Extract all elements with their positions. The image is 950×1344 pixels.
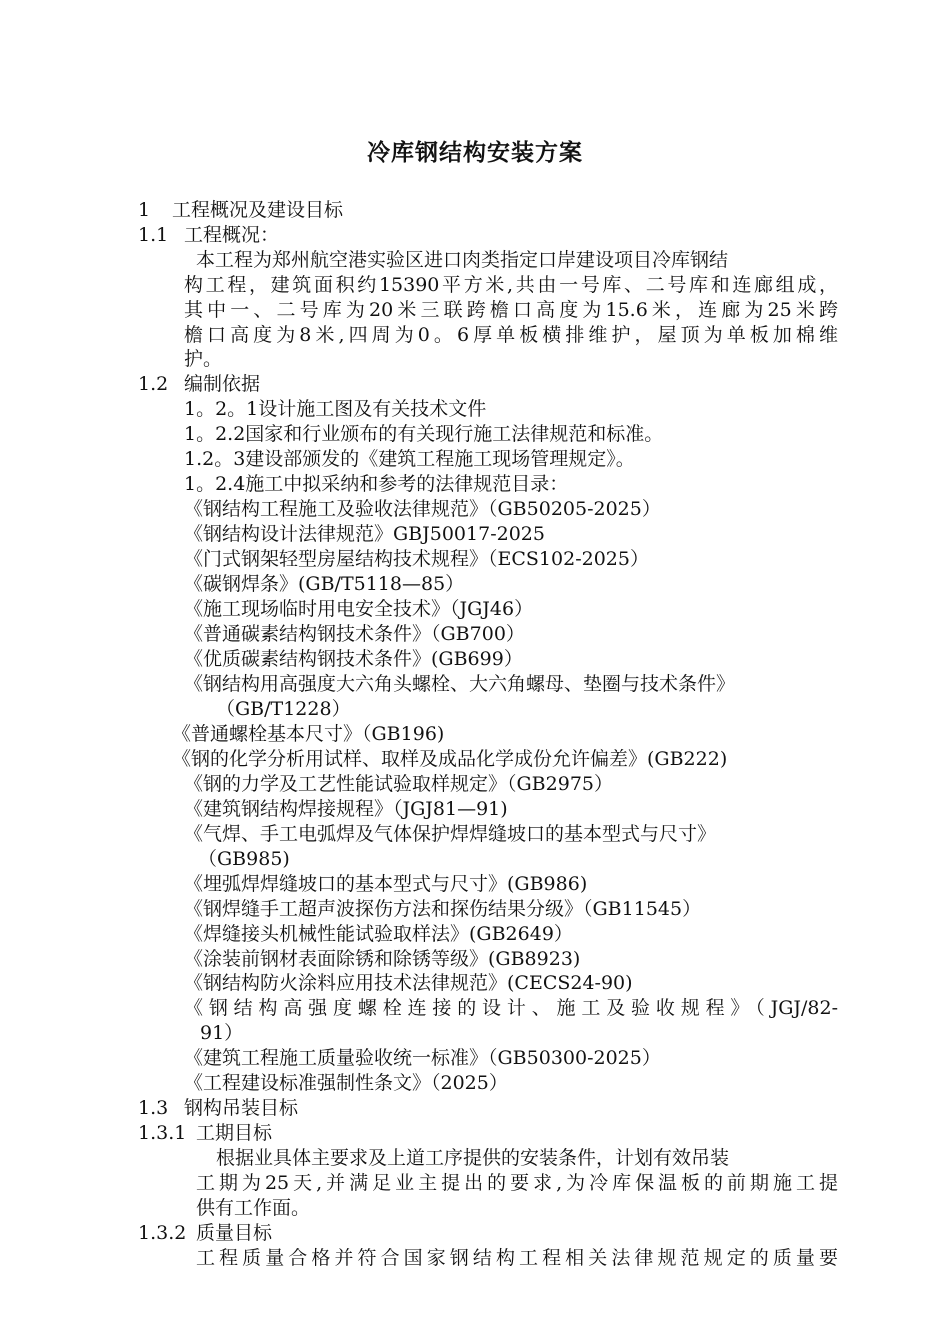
section-1-1-heading — [138, 223, 279, 248]
code-item: 《焊缝接头机械性能试验取样法》(GB2649） — [184, 923, 573, 945]
section-1-3-heading — [138, 1096, 298, 1121]
code-item: 《钢结构用高强度大六角头螺栓、大六角螺母、垫圈与技术条件》 — [184, 673, 736, 695]
section-label: 质量目标 — [196, 1222, 273, 1244]
section-label: 钢构吊装目标 — [184, 1097, 299, 1119]
code-item: 《钢结构防火涂料应用技术法律规范》(CECS24-90) — [184, 972, 633, 994]
code-item-continued: 91） — [200, 1022, 244, 1044]
code-item: 《建筑工程施工质量验收统一标准》（GB50300-2025） — [184, 1047, 661, 1069]
overview-line: 其中一、二号库为20米三联跨檐口高度为15.6米，连廊为25米跨 — [184, 299, 838, 321]
schedule-line: 供有工作面。 — [196, 1197, 311, 1219]
section-number: 1.2 — [138, 373, 169, 395]
basis-item: 1。2.2国家和行业颁布的有关现行施工法律规范和标准。 — [184, 423, 664, 445]
document-title: 冷库钢结构安装方案 — [367, 139, 583, 166]
code-item-continued: （GB/T1228） — [216, 698, 351, 720]
code-item: 《埋弧焊焊缝坡口的基本型式与尺寸》(GB986) — [184, 873, 588, 895]
code-item: 《气焊、手工电弧焊及气体保护焊焊缝坡口的基本型式与尺寸》 — [184, 823, 717, 845]
code-item: 《优质碳素结构钢技术条件》(GB699） — [184, 648, 523, 670]
overview-line: 檐口高度为8米,四周为0。6厚单板横排维护，屋顶为单板加棉维 — [184, 324, 838, 346]
code-item: 《施工现场临时用电安全技术》（JGJ46） — [184, 598, 534, 620]
code-item: 《工程建设标准强制性条文》（2025） — [184, 1072, 508, 1094]
code-item: 《钢的化学分析用试样、取样及成品化学成份允许偏差》(GB222) — [172, 748, 728, 770]
schedule-line: 工期为25天,并满足业主提出的要求,为冷库保温板的前期施工提 — [196, 1172, 838, 1194]
schedule-line: 根据业具体主要求及上道工序提供的安装条件，计划有效吊装 — [216, 1147, 730, 1169]
section-1-3-1-heading — [138, 1121, 272, 1146]
section-label: 编制依据 — [184, 373, 261, 395]
code-item: 《碳钢焊条》(GB/T5118—85） — [184, 573, 465, 595]
overview-line: 构工程，建筑面积约15390平方米,共由一号库、二号库和连廊组成， — [184, 274, 838, 296]
code-item: 《普通碳素结构钢技术条件》（GB700） — [184, 623, 525, 645]
section-label: 工程概况及建设目标 — [172, 199, 344, 221]
section-label: 工期目标 — [196, 1122, 273, 1144]
code-item: 《钢的力学及工艺性能试验取样规定》（GB2975） — [184, 773, 613, 795]
code-item: 《门式钢架轻型房屋结构技术规程》（ECS102-2025） — [184, 548, 649, 570]
code-item: 《普通螺栓基本尺寸》（GB196) — [172, 723, 445, 745]
code-item: 《建筑钢结构焊接规程》（JGJ81—91) — [184, 798, 508, 820]
section-number: 1.3.2 — [138, 1222, 187, 1244]
section-1-2-heading — [138, 372, 260, 397]
section-number: 1 — [138, 199, 151, 221]
code-item: 《钢结构高强度螺栓连接的设计、施工及验收规程》（JGJ/82- — [184, 997, 838, 1019]
section-number: 1.1 — [138, 224, 169, 246]
section-label: 工程概况： — [184, 224, 280, 246]
section-number: 1.3 — [138, 1097, 169, 1119]
code-item: 《钢焊缝手工超声波探伤方法和探伤结果分级》（GB11545） — [184, 898, 702, 920]
code-item: 《钢结构设计法律规范》GBJ50017-2025 — [184, 523, 545, 545]
section-1-heading — [138, 198, 343, 223]
code-item: 《钢结构工程施工及验收法律规范》（GB50205-2025） — [184, 498, 661, 520]
basis-item: 1。2.4施工中拟采纳和参考的法律规范目录： — [184, 473, 569, 495]
section-number: 1.3.1 — [138, 1122, 187, 1144]
quality-line: 工程质量合格并符合国家钢结构工程相关法律规范规定的质量要 — [196, 1247, 838, 1269]
code-item-continued: （GB985) — [198, 848, 290, 870]
overview-line: 护。 — [184, 348, 223, 370]
overview-line: 本工程为郑州航空港实验区进口肉类指定口岸建设项目冷库钢结 — [196, 249, 729, 271]
basis-item: 1。2。1设计施工图及有关技术文件 — [184, 398, 487, 420]
basis-item: 1.2。3建设部颁发的《建筑工程施工现场管理规定》。 — [184, 448, 635, 470]
section-1-3-2-heading — [138, 1221, 272, 1246]
code-item: 《涂装前钢材表面除锈和除锈等级》(GB8923) — [184, 948, 581, 970]
